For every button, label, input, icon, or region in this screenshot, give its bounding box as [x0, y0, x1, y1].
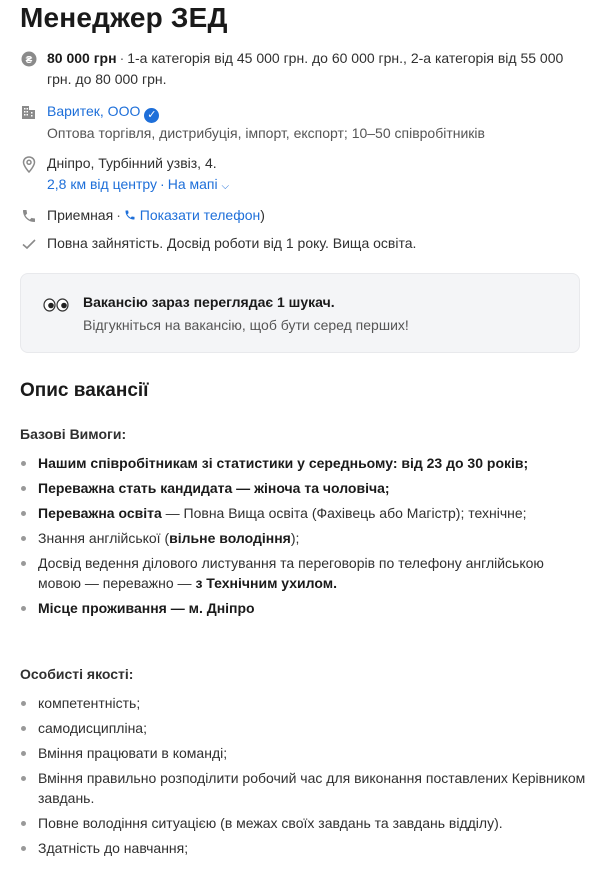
salary-amount: 80 000 грн [47, 50, 117, 66]
company-link[interactable]: Варитек, ООО [47, 103, 141, 119]
notice-title: Вакансію зараз переглядає 1 шукач. [83, 294, 335, 310]
requirements-heading: Базові Вимоги: [20, 426, 127, 442]
chevron-down-icon: ⌵ [221, 181, 230, 192]
notice-subtitle: Відгукніться на вакансію, щоб бути серед перших! [83, 317, 409, 333]
qualities-list [20, 693, 586, 863]
location-pin-icon [20, 155, 38, 173]
list-item: Переважна стать кандидата — жіноча та чоловіча; [20, 478, 586, 498]
show-phone-label: Показати телефон [139, 207, 261, 223]
map-link-label: На мапі [167, 176, 218, 192]
list-item: Досвід ведення ділового листування та переговорів по телефону англійською мовою — переважно — з Технічним ухилом. [20, 553, 586, 593]
map-link[interactable] [168, 176, 229, 192]
list-item: Знання англійської (вільне володіння); [20, 528, 586, 548]
show-phone-button[interactable] [124, 207, 260, 223]
list-item: самодисципліна; [20, 718, 586, 738]
list-item: Здатність до навчання; [20, 838, 586, 858]
salary-coin-icon [20, 50, 38, 68]
check-icon [20, 235, 38, 253]
contact-name: Приемная [47, 207, 114, 223]
job-title: Менеджер ЗЕД [20, 2, 228, 33]
list-item: Повне володіння ситуацією (в межах своїх завдань та завдань відділу). [20, 813, 586, 833]
contact-row: Приемная · Показати телефон) [20, 205, 586, 226]
list-item: Нашим співробітникам зі статистики у середньому: від 23 до 30 років; [20, 453, 586, 473]
viewers-notice-card [20, 273, 580, 353]
description-title: Опис вакансії [20, 380, 149, 401]
list-item: Місце проживання — м. Дніпро [20, 598, 586, 618]
employment-conditions: Повна зайнятість. Досвід роботи від 1 року. Вища освіта. [47, 235, 417, 251]
eyes-icon [43, 298, 69, 317]
conditions-row [20, 233, 586, 254]
distance-to-center-link[interactable]: 2,8 км від центру [47, 176, 158, 192]
qualities-heading: Особисті якості: [20, 666, 134, 682]
company-details: Оптова торгівля, дистрибуція, імпорт, експорт; 10–50 співробітників [47, 125, 485, 141]
verified-check-icon: ✓ [144, 108, 159, 123]
phone-icon [20, 207, 38, 225]
list-item: Вміння працювати в команді; [20, 743, 586, 763]
location-row: Дніпро, Турбінний узвіз, 4. 2,8 км від центру · На мапі ⌵ [20, 153, 586, 197]
phone-small-icon [124, 207, 136, 223]
salary-details: 1-а категорія від 45 000 грн. до 60 000 грн., 2-а категорія від 55 000 грн. до 80 000 грн. [47, 50, 564, 87]
list-item: Переважна освіта — Повна Вища освіта (Фахівець або Магістр); технічне; [20, 503, 586, 523]
location-address: Дніпро, Турбінний узвіз, 4. [47, 155, 217, 171]
svg-text:₴: ₴ [25, 55, 33, 66]
salary-row: ₴ 80 000 грн · 1-а категорія від 45 000 грн. до 60 000 грн., 2-а категорія від 55 000 грн. до 80 000 грн. [20, 48, 586, 90]
requirements-list [20, 453, 586, 623]
list-item: Вміння правильно розподілити робочий час для виконання поставлених Керівником завдань. [20, 768, 586, 808]
list-item: компетентність; [20, 693, 586, 713]
building-icon [20, 103, 38, 121]
company-row [20, 101, 586, 144]
